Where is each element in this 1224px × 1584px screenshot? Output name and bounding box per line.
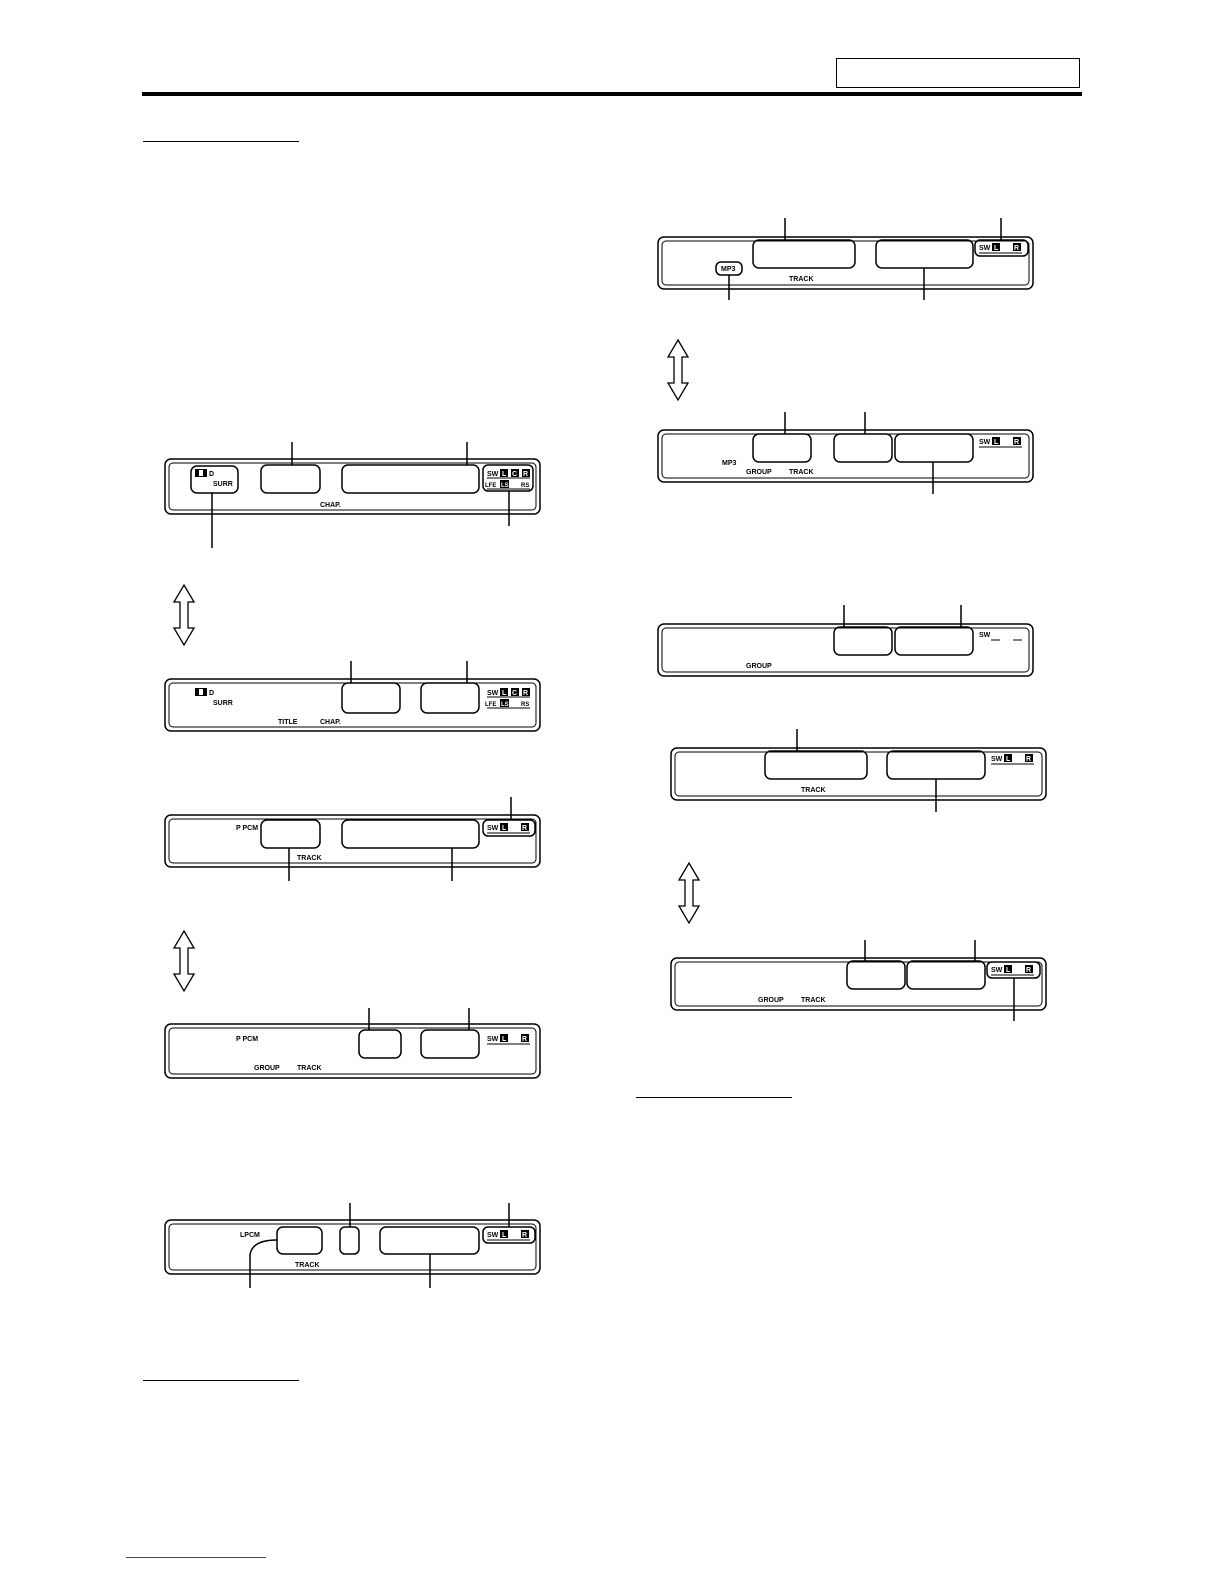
track-label: TRACK bbox=[801, 997, 826, 1004]
track-number-box bbox=[261, 820, 320, 848]
ch-l: L bbox=[502, 690, 507, 697]
ch-ls: LS bbox=[501, 483, 509, 489]
dolby-logo-icon bbox=[195, 469, 207, 477]
ch-lfe: LFE bbox=[485, 702, 497, 708]
ch-ls: LS bbox=[501, 702, 509, 708]
ch-sw: SW bbox=[979, 245, 991, 252]
surr-label: SURR bbox=[213, 700, 233, 707]
total-display-box bbox=[895, 627, 973, 655]
display-panel-ppcm-track bbox=[165, 815, 540, 867]
ch-sw: SW bbox=[487, 690, 499, 697]
up-down-arrow-icon bbox=[668, 340, 688, 400]
ch-l: L bbox=[502, 1036, 507, 1043]
title-number-box bbox=[342, 683, 400, 713]
chapter-number-box bbox=[421, 683, 479, 713]
track-number-box bbox=[277, 1227, 322, 1254]
display-panel-mp3-track bbox=[658, 237, 1033, 289]
chapter-number-box bbox=[261, 465, 320, 493]
mp3-label: MP3 bbox=[722, 460, 737, 467]
index-box bbox=[340, 1227, 359, 1254]
chap-label: CHAP. bbox=[320, 502, 341, 509]
lpcm-label: LPCM bbox=[240, 1232, 260, 1239]
display-panel-lpcm-track bbox=[165, 1220, 540, 1274]
dolby-d-label: D bbox=[209, 690, 215, 697]
ch-l: L bbox=[1006, 756, 1011, 763]
track-label: TRACK bbox=[789, 469, 814, 476]
ch-r: R bbox=[522, 825, 528, 832]
ch-rs: RS bbox=[521, 702, 530, 708]
ch-c: C bbox=[512, 690, 518, 697]
ch-sw: SW bbox=[991, 756, 1003, 763]
time-display-box bbox=[887, 751, 985, 779]
display-panel-group bbox=[658, 624, 1033, 676]
dolby-logo-icon bbox=[195, 688, 207, 696]
ch-r: R bbox=[523, 690, 529, 697]
display-panel-mp3-group-track bbox=[658, 430, 1033, 482]
surr-label: SURR bbox=[213, 481, 233, 488]
display-panel-group-track bbox=[671, 958, 1046, 1010]
time-display-box bbox=[876, 240, 973, 268]
ch-l: L bbox=[502, 825, 507, 832]
ch-l: L bbox=[502, 1232, 507, 1239]
ch-l: L bbox=[994, 245, 999, 252]
ppcm-label: P PCM bbox=[236, 825, 259, 832]
time-display-box bbox=[895, 434, 973, 462]
ch-r: R bbox=[522, 1232, 528, 1239]
track-number-box bbox=[421, 1030, 479, 1058]
chap-label: CHAP. bbox=[320, 719, 341, 726]
group-number-box bbox=[834, 627, 892, 655]
ch-rs: RS bbox=[521, 483, 530, 489]
track-label: TRACK bbox=[789, 276, 814, 283]
group-number-box bbox=[847, 961, 905, 989]
ch-r: R bbox=[522, 1036, 528, 1043]
group-label: GROUP bbox=[254, 1065, 280, 1072]
title-label: TITLE bbox=[278, 719, 298, 726]
track-label: TRACK bbox=[297, 855, 322, 862]
up-down-arrow-icon bbox=[174, 585, 194, 645]
ch-r: R bbox=[1014, 245, 1020, 252]
group-number-box bbox=[359, 1030, 401, 1058]
ch-l: L bbox=[1006, 967, 1011, 974]
track-label: TRACK bbox=[801, 787, 826, 794]
ch-lfe: LFE bbox=[485, 483, 497, 489]
ch-l: L bbox=[994, 439, 999, 446]
ch-sw: SW bbox=[979, 439, 991, 446]
ch-r: R bbox=[1026, 756, 1032, 763]
ch-l: L bbox=[502, 471, 507, 478]
ch-r: R bbox=[1014, 439, 1020, 446]
track-number-box bbox=[907, 961, 985, 989]
display-panel-ppcm-group-track bbox=[165, 1024, 540, 1078]
ch-sw: SW bbox=[487, 825, 499, 832]
ch-r: R bbox=[1026, 967, 1032, 974]
track-number-box bbox=[834, 434, 892, 462]
ch-r: R bbox=[523, 471, 529, 478]
time-display-box bbox=[380, 1227, 479, 1254]
group-label: GROUP bbox=[758, 997, 784, 1004]
ch-sw: SW bbox=[487, 1232, 499, 1239]
group-number-box bbox=[753, 434, 811, 462]
track-number-box bbox=[753, 240, 855, 268]
time-display-box bbox=[342, 465, 479, 493]
group-label: GROUP bbox=[746, 663, 772, 670]
up-down-arrow-icon bbox=[679, 863, 699, 923]
ch-sw: SW bbox=[487, 471, 499, 478]
track-label: TRACK bbox=[295, 1262, 320, 1269]
ch-sw: SW bbox=[487, 1036, 499, 1043]
callout-line bbox=[250, 1240, 277, 1288]
ppcm-label: P PCM bbox=[236, 1036, 259, 1043]
display-panel-dolby-chap bbox=[165, 459, 540, 514]
group-label: GROUP bbox=[746, 469, 772, 476]
ch-sw: SW bbox=[979, 632, 991, 639]
dolby-d-label: D bbox=[209, 471, 215, 478]
display-panel-dolby-title-chap bbox=[165, 679, 540, 731]
track-label: TRACK bbox=[297, 1065, 322, 1072]
ch-sw: SW bbox=[991, 967, 1003, 974]
up-down-arrow-icon bbox=[174, 931, 194, 991]
track-number-box bbox=[765, 751, 867, 779]
display-panel-track bbox=[671, 748, 1046, 800]
ch-c: C bbox=[512, 471, 518, 478]
time-display-box bbox=[342, 820, 479, 848]
mp3-label: MP3 bbox=[721, 266, 736, 273]
